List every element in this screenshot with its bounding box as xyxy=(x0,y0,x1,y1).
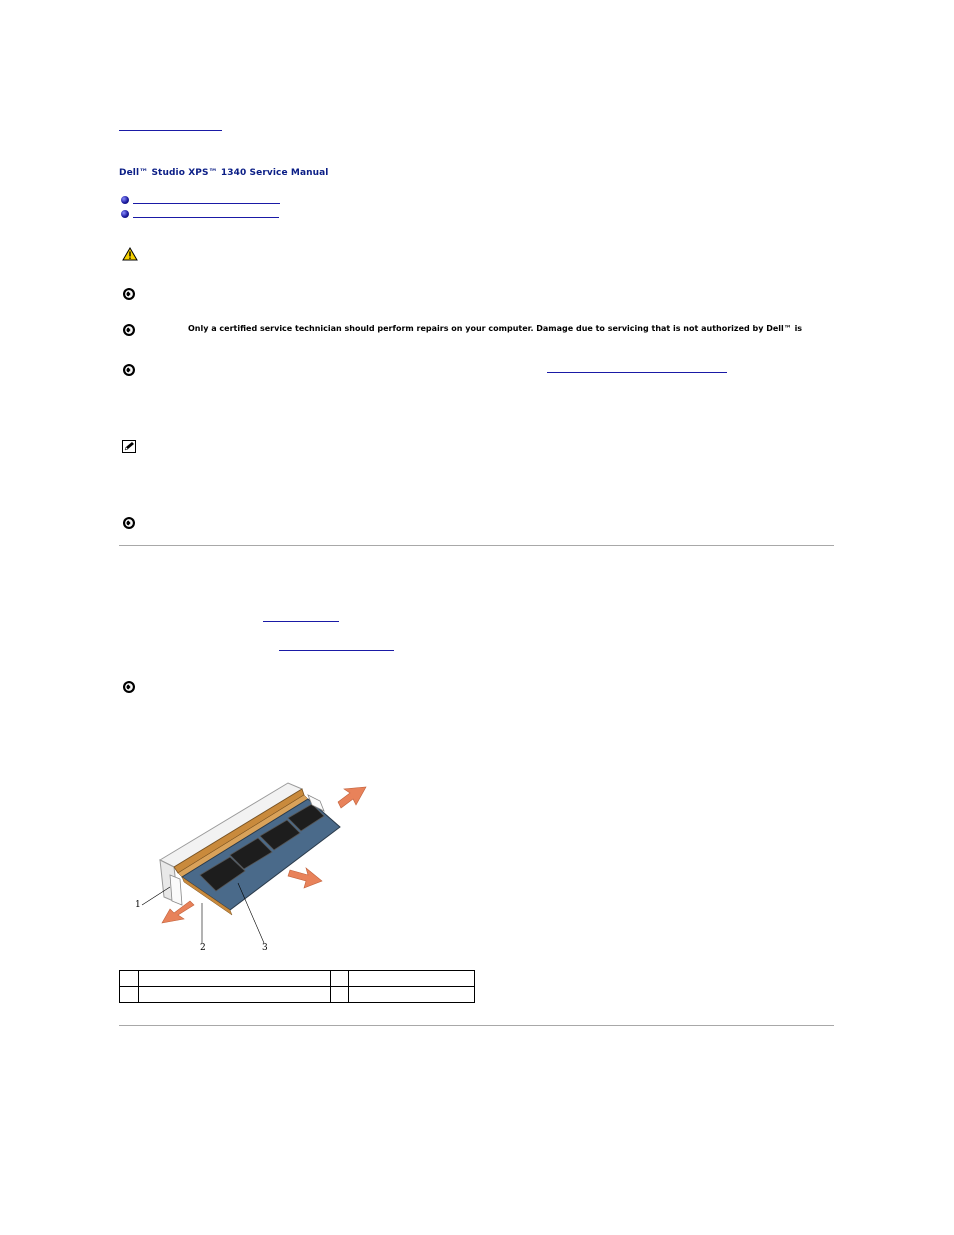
note-icon xyxy=(122,438,136,451)
section-divider xyxy=(119,545,834,546)
callout-legend-table xyxy=(119,970,475,1003)
notice-icon xyxy=(123,364,135,376)
procedure-link-before[interactable] xyxy=(263,621,339,622)
regulatory-compliance-link[interactable] xyxy=(547,372,727,373)
toc-link-replacing[interactable] xyxy=(133,217,279,218)
memory-module-figure xyxy=(130,775,380,960)
bullet-icon xyxy=(121,196,129,204)
technician-notice-text: Only a certified service technician should perform repairs on your computer. Damage due to servicing that is not authorized by Dell™ is xyxy=(188,324,803,333)
procedure-link-base-cover[interactable] xyxy=(279,650,394,651)
section-divider xyxy=(119,1025,834,1026)
back-to-contents-link[interactable] xyxy=(119,130,222,131)
toc-link-removing[interactable] xyxy=(133,203,280,204)
notice-icon xyxy=(123,517,135,529)
callout-2: 2 xyxy=(200,943,206,953)
notice-icon xyxy=(123,681,135,693)
table-cell xyxy=(331,971,349,987)
table-row xyxy=(120,971,475,987)
table-cell xyxy=(331,987,349,1003)
table-cell xyxy=(349,987,475,1003)
page-title: Dell™ Studio XPS™ 1340 Service Manual xyxy=(119,168,329,178)
callout-3: 3 xyxy=(262,943,268,953)
notice-icon xyxy=(123,288,135,300)
bullet-icon xyxy=(121,210,129,218)
callout-1: 1 xyxy=(135,900,141,910)
table-row xyxy=(120,987,475,1003)
table-cell xyxy=(120,971,139,987)
notice-icon xyxy=(123,324,135,336)
table-cell xyxy=(349,971,475,987)
caution-icon xyxy=(122,246,138,260)
table-cell xyxy=(139,971,331,987)
table-cell xyxy=(120,987,139,1003)
table-cell xyxy=(139,987,331,1003)
